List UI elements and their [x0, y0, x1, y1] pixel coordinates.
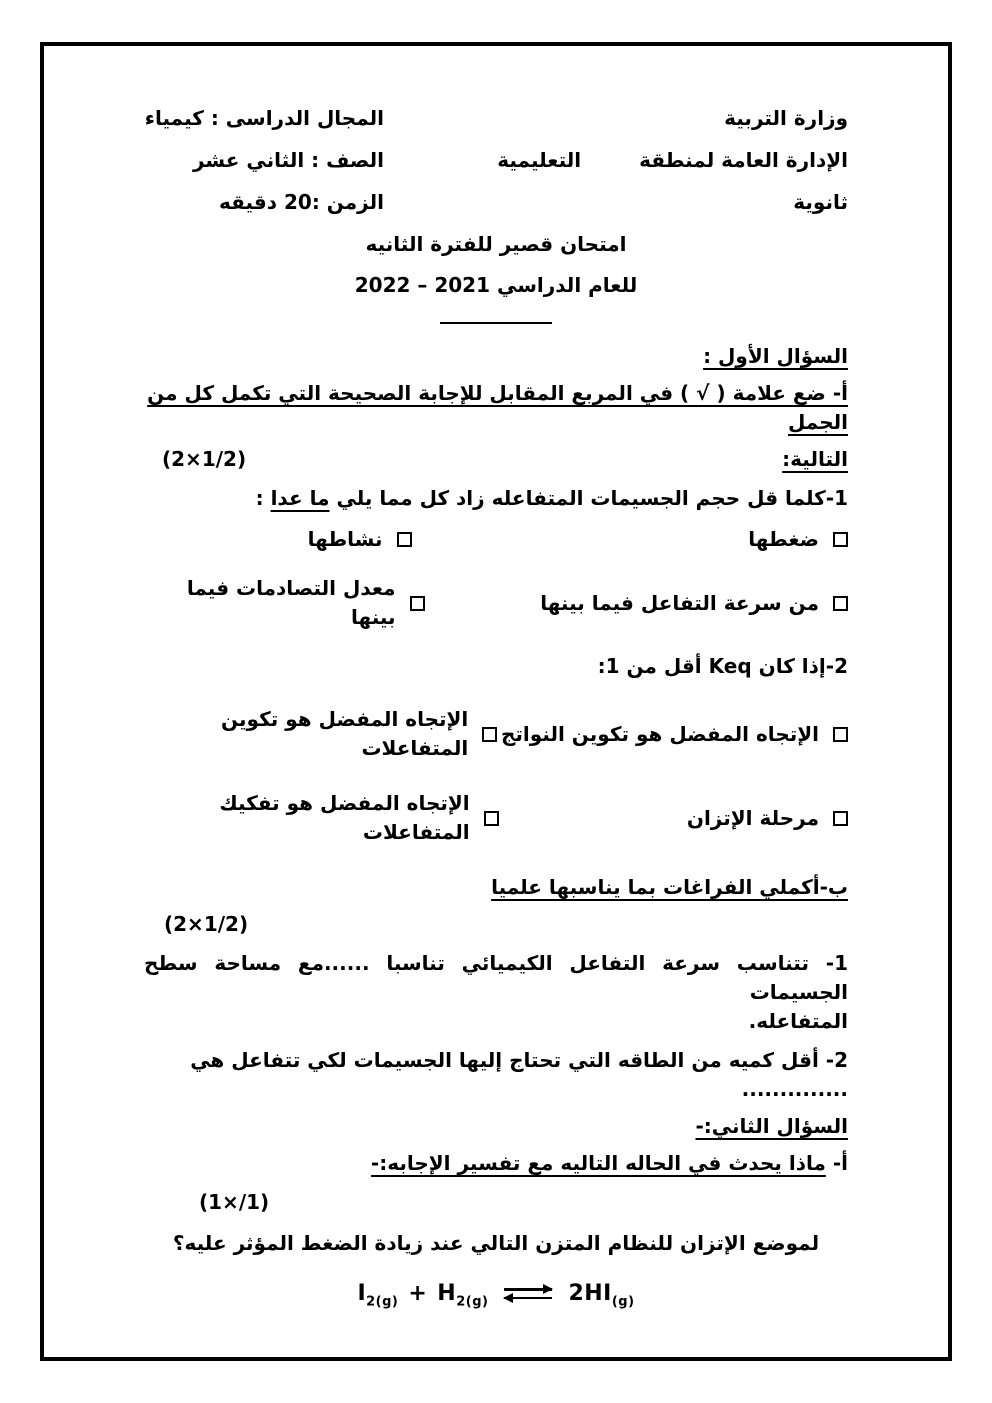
equation-product: $2HI_{(g)}$ — [568, 1281, 635, 1310]
option-item — [497, 705, 848, 763]
option-item — [425, 574, 848, 632]
q2a-prefix: أ- — [825, 1151, 848, 1175]
q1a-item1-options-row2 — [144, 574, 848, 632]
q1a-instruction — [144, 379, 848, 437]
equilibrium-arrows-icon — [504, 1288, 552, 1299]
grade-field: الصف : الثاني عشر — [192, 148, 384, 172]
title-divider — [440, 322, 552, 324]
option-label: من سرعة التفاعل فيما بينها — [540, 590, 819, 615]
header-row-3 — [144, 188, 848, 217]
chemical-equation — [144, 1278, 848, 1310]
q1a-item2-options-row2 — [144, 789, 848, 847]
q1a-instruction-continuation: التالية: — [782, 447, 848, 471]
q2a-question: لموضع الإتزان للنظام المتزن التالي عند زيادة الضغط المؤثر عليه؟ — [172, 1231, 820, 1255]
checkbox[interactable] — [482, 727, 497, 742]
q1b-marks-line — [144, 910, 848, 939]
exam-title: امتحان قصير للفترة الثانيه — [365, 232, 627, 256]
q1a-instruction-continuation-row — [144, 445, 848, 474]
school-name: ثانوية — [793, 190, 848, 214]
question1-heading-text: السؤال الأول : — [703, 344, 848, 368]
question1-heading — [144, 342, 848, 371]
equation-reactant1: $I_{2(g)}$ — [357, 1281, 399, 1310]
q2a-instruction-text: ماذا يحدث في الحاله التاليه مع تفسير الإجابه:- — [370, 1151, 826, 1175]
exam-page — [40, 42, 952, 1361]
q1a-item2-options-row1 — [144, 705, 848, 763]
q1b-item1-line2: المتفاعله. — [748, 1009, 848, 1033]
checkbox[interactable] — [410, 596, 425, 611]
directorate-line — [497, 146, 848, 175]
q1a-item1-stem-post: : — [255, 486, 271, 510]
directorate-name: الإدارة العامة لمنطقة — [639, 148, 848, 172]
q1b-item1-line1: 1- تتناسب سرعة التفاعل الكيميائي تناسبا ......مع مساحة سطح الجسيمات — [144, 951, 848, 1004]
option-item — [499, 789, 848, 847]
option-item — [144, 705, 497, 763]
q1b-heading-text: ب-أكملي الفراغات بما يناسبها علميا — [491, 875, 848, 899]
option-label: الإتجاه المفضل هو تكوين النواتج — [500, 721, 819, 746]
q1a-item1-stem-pre: 1-كلما قل حجم الجسيمات المتفاعله زاد كل مما يلي — [329, 486, 848, 510]
option-label: نشاطها — [307, 527, 383, 551]
option-item — [308, 525, 412, 554]
q2a-marks: (1×/1) — [199, 1190, 270, 1214]
q1a-instruction-text: أ- ضع علامة ( √ ) في المربع المقابل للإجابة الصحيحة التي تكمل كل من الجمل — [147, 381, 848, 434]
option-label: مرحلة الإتزان — [686, 805, 819, 830]
q1b-heading — [144, 873, 848, 902]
question2-heading — [144, 1112, 848, 1141]
q1a-item2-stem: 2-إذا كان Keq أقل من 1: — [597, 654, 848, 678]
question2-heading-text: السؤال الثاني:- — [695, 1114, 848, 1138]
checkbox[interactable] — [397, 532, 412, 547]
equation-plus: + — [408, 1281, 428, 1306]
option-item — [144, 789, 499, 847]
checkbox[interactable] — [833, 532, 848, 547]
option-item — [412, 525, 848, 554]
checkbox[interactable] — [833, 727, 848, 742]
option-item — [144, 574, 425, 632]
checkbox[interactable] — [833, 811, 848, 826]
duration-field: الزمن :20 دقيقه — [218, 190, 384, 214]
directorate-suffix: التعليمية — [497, 148, 582, 172]
q1a-marks: (2×1/2) — [162, 447, 247, 471]
subject-field: المجال الدراسى : كيمياء — [144, 106, 384, 130]
checkbox[interactable] — [833, 596, 848, 611]
equation-reactant2: $H_{2(g)}$ — [437, 1281, 489, 1310]
option-label: الإتجاه المفضل هو تكوين المتفاعلات — [221, 707, 469, 760]
academic-year: للعام الدراسي 2021 – 2022 — [354, 273, 638, 297]
q1a-item1-stem — [144, 484, 848, 513]
ministry-name: وزارة التربية — [724, 106, 848, 130]
q2a-marks-line — [144, 1188, 848, 1217]
q1b-item2: 2- أقل كميه من الطاقه التي تحتاج إليها الجسيمات لكي تتفاعل هي .............. — [190, 1048, 848, 1101]
q1b-item1 — [144, 949, 848, 1036]
q1a-item1-options-row1 — [144, 525, 848, 554]
q1b-marks: (2×1/2) — [164, 912, 249, 936]
option-label: معدل التصادمات فيما بينها — [186, 576, 396, 629]
q2a-instruction — [144, 1149, 848, 1178]
option-label: ضغطها — [748, 527, 819, 551]
checkbox[interactable] — [484, 811, 499, 826]
option-label: الإتجاه المفضل هو تفكيك المتفاعلات — [219, 791, 470, 844]
q1a-item1-stem-emph: ما عدا — [270, 486, 330, 510]
header-row-2 — [144, 146, 848, 175]
header-row-1 — [144, 104, 848, 133]
